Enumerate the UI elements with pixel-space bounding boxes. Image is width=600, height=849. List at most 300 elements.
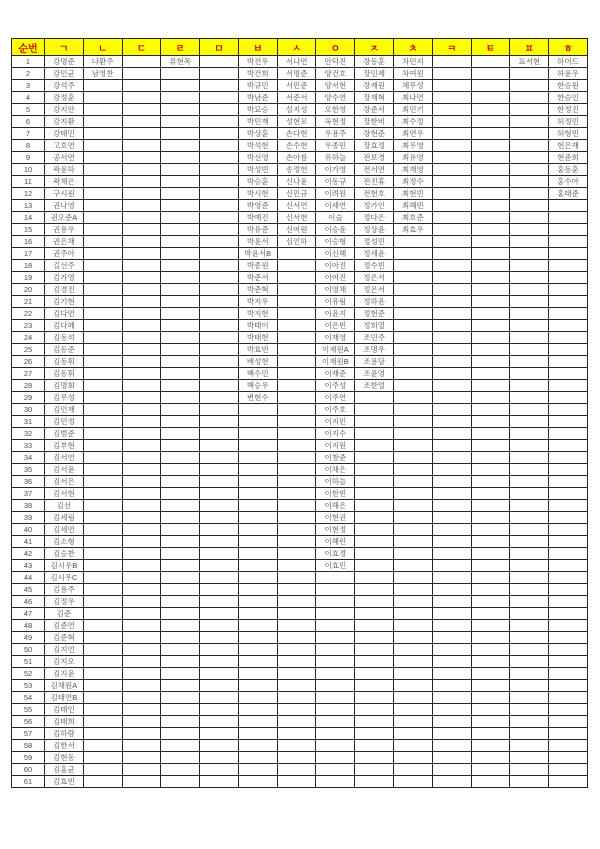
name-cell	[238, 620, 277, 632]
name-cell	[471, 464, 510, 476]
name-cell	[200, 584, 239, 596]
name-cell	[83, 176, 122, 188]
name-cell	[161, 560, 200, 572]
name-cell	[200, 560, 239, 572]
name-cell	[83, 488, 122, 500]
name-cell	[200, 668, 239, 680]
name-cell	[510, 692, 549, 704]
name-cell	[200, 536, 239, 548]
seq-cell: 59	[12, 752, 45, 764]
name-cell	[83, 212, 122, 224]
name-cell	[394, 524, 433, 536]
name-cell	[122, 500, 161, 512]
name-cell	[355, 572, 394, 584]
name-cell	[394, 356, 433, 368]
name-cell	[83, 188, 122, 200]
name-cell	[277, 776, 316, 788]
name-cell	[122, 488, 161, 500]
name-cell: 현은재	[549, 140, 588, 152]
seq-cell: 21	[12, 296, 45, 308]
seq-cell: 37	[12, 488, 45, 500]
name-cell	[549, 272, 588, 284]
name-cell	[122, 308, 161, 320]
name-cell	[277, 536, 316, 548]
name-cell: 박태현	[238, 332, 277, 344]
name-cell	[161, 380, 200, 392]
name-cell	[122, 572, 161, 584]
name-cell	[510, 428, 549, 440]
name-cell: 서나연	[277, 56, 316, 68]
name-cell: 이승윤	[316, 224, 355, 236]
name-cell	[316, 584, 355, 596]
name-cell	[122, 536, 161, 548]
name-cell: 김부현	[45, 440, 84, 452]
table-row	[12, 464, 588, 476]
name-cell	[471, 416, 510, 428]
name-cell	[83, 452, 122, 464]
table-row	[12, 596, 588, 608]
name-cell	[510, 668, 549, 680]
name-cell	[277, 332, 316, 344]
name-cell	[355, 440, 394, 452]
name-cell: 이은빈	[316, 320, 355, 332]
name-cell	[277, 656, 316, 668]
name-cell: 표서현	[510, 56, 549, 68]
name-cell	[394, 680, 433, 692]
name-cell	[83, 260, 122, 272]
name-cell	[432, 536, 471, 548]
name-cell	[238, 428, 277, 440]
name-cell: 변현수	[238, 392, 277, 404]
table-row	[12, 476, 588, 488]
name-cell: 조용담	[355, 356, 394, 368]
name-cell	[200, 344, 239, 356]
name-cell	[549, 488, 588, 500]
name-cell	[471, 356, 510, 368]
seq-cell: 24	[12, 332, 45, 344]
name-cell	[83, 440, 122, 452]
name-cell	[355, 584, 394, 596]
name-cell: 구시원	[45, 188, 84, 200]
name-cell: 장민제	[355, 68, 394, 80]
name-cell	[238, 716, 277, 728]
name-cell	[316, 728, 355, 740]
name-cell: 최우영	[394, 140, 433, 152]
name-cell	[200, 236, 239, 248]
name-cell: 최효우	[394, 224, 433, 236]
name-cell	[238, 524, 277, 536]
name-cell	[161, 188, 200, 200]
name-cell: 박효빈	[238, 344, 277, 356]
name-cell	[161, 512, 200, 524]
seq-cell: 56	[12, 716, 45, 728]
name-cell	[510, 260, 549, 272]
name-cell	[83, 320, 122, 332]
header-consonant-11: ㅋ	[432, 39, 471, 56]
name-cell	[394, 428, 433, 440]
name-cell	[277, 272, 316, 284]
name-cell: 김기현	[45, 296, 84, 308]
name-cell	[83, 200, 122, 212]
name-cell	[83, 740, 122, 752]
table-row	[12, 536, 588, 548]
table-row	[12, 764, 588, 776]
name-cell	[122, 380, 161, 392]
name-cell	[549, 536, 588, 548]
name-cell: 이려원	[316, 188, 355, 200]
name-cell	[200, 464, 239, 476]
seq-cell: 18	[12, 260, 45, 272]
name-cell	[277, 584, 316, 596]
name-cell	[394, 740, 433, 752]
name-cell	[122, 332, 161, 344]
name-cell	[316, 716, 355, 728]
name-cell: 이아진	[316, 260, 355, 272]
table-row	[12, 416, 588, 428]
name-cell	[394, 584, 433, 596]
name-cell	[510, 188, 549, 200]
name-cell	[394, 476, 433, 488]
name-cell	[316, 692, 355, 704]
name-cell	[432, 500, 471, 512]
name-cell	[432, 248, 471, 260]
name-cell	[549, 776, 588, 788]
name-cell	[161, 608, 200, 620]
name-cell	[277, 560, 316, 572]
name-cell	[549, 284, 588, 296]
name-cell: 김하람	[45, 728, 84, 740]
name-cell	[200, 512, 239, 524]
table-row	[12, 680, 588, 692]
name-cell	[510, 704, 549, 716]
name-cell	[83, 596, 122, 608]
name-cell	[549, 356, 588, 368]
name-cell	[549, 260, 588, 272]
name-cell	[161, 680, 200, 692]
seq-cell: 28	[12, 380, 45, 392]
name-cell	[161, 596, 200, 608]
name-cell: 이채은	[316, 464, 355, 476]
table-row	[12, 668, 588, 680]
name-cell	[510, 572, 549, 584]
header-consonant-12: ㅌ	[471, 39, 510, 56]
name-cell	[83, 404, 122, 416]
name-cell	[510, 536, 549, 548]
table-row	[12, 728, 588, 740]
name-cell: 김효빈	[45, 776, 84, 788]
name-cell	[471, 224, 510, 236]
name-cell: 김명회	[45, 380, 84, 392]
seq-cell: 9	[12, 152, 45, 164]
header-consonant-8: ㅇ	[316, 39, 355, 56]
name-cell: 김홍균	[45, 764, 84, 776]
table-row	[12, 404, 588, 416]
name-cell	[316, 656, 355, 668]
name-cell	[277, 284, 316, 296]
name-cell	[200, 212, 239, 224]
name-cell	[83, 272, 122, 284]
name-cell	[316, 752, 355, 764]
name-cell: 박준혁	[238, 284, 277, 296]
name-cell	[432, 440, 471, 452]
name-cell	[238, 560, 277, 572]
name-cell: 김준	[45, 608, 84, 620]
name-cell	[432, 524, 471, 536]
name-cell	[355, 692, 394, 704]
name-cell	[394, 452, 433, 464]
name-cell: 송정헌	[277, 164, 316, 176]
name-cell	[510, 476, 549, 488]
seq-cell: 6	[12, 116, 45, 128]
name-cell	[200, 500, 239, 512]
name-cell: 이주호	[316, 404, 355, 416]
name-cell	[277, 680, 316, 692]
name-cell	[161, 272, 200, 284]
name-cell	[510, 452, 549, 464]
name-cell	[83, 524, 122, 536]
name-cell	[200, 128, 239, 140]
name-cell	[161, 344, 200, 356]
name-cell	[510, 416, 549, 428]
name-cell	[200, 620, 239, 632]
name-cell	[394, 416, 433, 428]
table-row	[12, 332, 588, 344]
name-cell: 최연우	[394, 128, 433, 140]
name-cell	[200, 332, 239, 344]
name-cell	[355, 764, 394, 776]
name-cell: 채무성	[394, 80, 433, 92]
name-cell	[316, 740, 355, 752]
name-cell	[238, 500, 277, 512]
seq-cell: 19	[12, 272, 45, 284]
name-cell	[432, 68, 471, 80]
header-consonant-14: ㅎ	[549, 39, 588, 56]
name-cell	[277, 620, 316, 632]
name-cell	[549, 404, 588, 416]
name-cell: 이재원A	[316, 344, 355, 356]
seq-cell: 54	[12, 692, 45, 704]
name-cell	[161, 752, 200, 764]
seq-cell: 51	[12, 656, 45, 668]
table-row	[12, 296, 588, 308]
name-cell	[200, 572, 239, 584]
name-cell: 곽윤하	[45, 164, 84, 176]
name-cell: 정희열	[355, 320, 394, 332]
name-cell	[161, 704, 200, 716]
name-cell	[394, 308, 433, 320]
name-cell	[161, 548, 200, 560]
name-cell	[122, 452, 161, 464]
name-cell	[200, 248, 239, 260]
name-cell	[471, 272, 510, 284]
name-cell: 이신혜	[316, 248, 355, 260]
name-cell: 최혜빈	[394, 200, 433, 212]
name-cell	[510, 176, 549, 188]
name-cell	[432, 224, 471, 236]
table-row	[12, 224, 588, 236]
name-cell	[471, 668, 510, 680]
name-cell	[549, 440, 588, 452]
name-cell	[471, 68, 510, 80]
name-cell	[238, 452, 277, 464]
name-cell: 장재혁	[355, 92, 394, 104]
name-cell	[432, 128, 471, 140]
name-cell	[200, 476, 239, 488]
seq-cell: 50	[12, 644, 45, 656]
seq-cell: 34	[12, 452, 45, 464]
name-cell: 강석주	[45, 80, 84, 92]
name-cell	[510, 764, 549, 776]
name-cell	[510, 584, 549, 596]
name-cell	[510, 368, 549, 380]
name-cell	[238, 536, 277, 548]
seq-cell: 25	[12, 344, 45, 356]
seq-cell: 45	[12, 584, 45, 596]
name-cell	[549, 572, 588, 584]
name-cell	[200, 416, 239, 428]
name-cell	[161, 80, 200, 92]
name-cell: 나환주	[83, 56, 122, 68]
name-cell: 박상훈	[238, 128, 277, 140]
name-cell	[471, 308, 510, 320]
name-cell	[394, 440, 433, 452]
name-cell: 이주연	[316, 392, 355, 404]
name-cell	[510, 140, 549, 152]
name-cell	[549, 344, 588, 356]
name-cell	[200, 740, 239, 752]
name-cell: 우종민	[316, 140, 355, 152]
table-row	[12, 212, 588, 224]
name-cell	[277, 356, 316, 368]
name-cell: 손아름	[277, 152, 316, 164]
name-cell	[316, 764, 355, 776]
name-cell	[432, 152, 471, 164]
name-cell: 강민균	[45, 68, 84, 80]
name-cell	[394, 752, 433, 764]
table-row	[12, 92, 588, 104]
name-cell	[549, 500, 588, 512]
name-cell: 최호준	[394, 212, 433, 224]
table-row	[12, 272, 588, 284]
name-cell	[122, 224, 161, 236]
name-cell: 김태희	[45, 716, 84, 728]
name-cell	[471, 260, 510, 272]
table-row	[12, 200, 588, 212]
name-cell	[549, 680, 588, 692]
table-row	[12, 116, 588, 128]
name-cell: 공서연	[45, 152, 84, 164]
table-row	[12, 380, 588, 392]
name-cell	[122, 356, 161, 368]
name-cell	[122, 188, 161, 200]
name-cell	[510, 320, 549, 332]
name-cell	[200, 704, 239, 716]
name-cell	[122, 404, 161, 416]
seq-cell: 22	[12, 308, 45, 320]
header-consonant-9: ㅈ	[355, 39, 394, 56]
name-cell	[122, 128, 161, 140]
name-cell: 남영찬	[83, 68, 122, 80]
name-cell	[432, 452, 471, 464]
name-cell	[510, 200, 549, 212]
name-cell: 이재영	[316, 332, 355, 344]
name-cell: 김다연	[45, 308, 84, 320]
name-cell	[83, 692, 122, 704]
header-consonant-7: ㅅ	[277, 39, 316, 56]
name-cell	[394, 716, 433, 728]
name-cell	[471, 140, 510, 152]
name-cell	[394, 728, 433, 740]
name-cell	[549, 296, 588, 308]
name-cell	[510, 548, 549, 560]
table-row	[12, 188, 588, 200]
name-cell	[355, 668, 394, 680]
seq-cell: 41	[12, 536, 45, 548]
name-cell	[161, 284, 200, 296]
name-cell: 박종원	[238, 260, 277, 272]
name-cell	[277, 344, 316, 356]
name-cell	[355, 464, 394, 476]
name-cell	[277, 512, 316, 524]
name-cell	[161, 728, 200, 740]
name-cell	[510, 116, 549, 128]
name-cell	[161, 404, 200, 416]
table-row	[12, 632, 588, 644]
name-cell	[394, 248, 433, 260]
name-cell	[161, 488, 200, 500]
name-cell: 김동준	[45, 344, 84, 356]
name-cell	[471, 572, 510, 584]
name-cell	[432, 344, 471, 356]
name-cell	[549, 656, 588, 668]
name-cell	[355, 512, 394, 524]
name-cell	[277, 740, 316, 752]
name-cell	[277, 596, 316, 608]
name-cell	[200, 80, 239, 92]
name-cell	[510, 464, 549, 476]
name-cell	[122, 296, 161, 308]
name-cell	[549, 416, 588, 428]
name-cell	[200, 68, 239, 80]
table-row	[12, 776, 588, 788]
name-cell	[200, 632, 239, 644]
name-cell	[200, 308, 239, 320]
name-cell: 박시현	[238, 188, 277, 200]
name-cell	[122, 596, 161, 608]
name-cell	[277, 632, 316, 644]
name-cell	[471, 128, 510, 140]
name-cell	[432, 752, 471, 764]
name-cell	[355, 752, 394, 764]
name-cell	[355, 680, 394, 692]
name-cell	[471, 620, 510, 632]
name-cell	[83, 512, 122, 524]
name-cell: 최민기	[394, 104, 433, 116]
name-cell	[200, 428, 239, 440]
name-cell	[510, 128, 549, 140]
name-cell	[549, 632, 588, 644]
name-cell: 김한서	[45, 740, 84, 752]
name-cell: 권나영	[45, 200, 84, 212]
table-row	[12, 740, 588, 752]
name-cell	[394, 560, 433, 572]
name-cell	[83, 476, 122, 488]
name-cell	[549, 236, 588, 248]
name-cell: 배성현	[238, 356, 277, 368]
name-cell	[83, 392, 122, 404]
name-cell	[394, 464, 433, 476]
table-row	[12, 428, 588, 440]
